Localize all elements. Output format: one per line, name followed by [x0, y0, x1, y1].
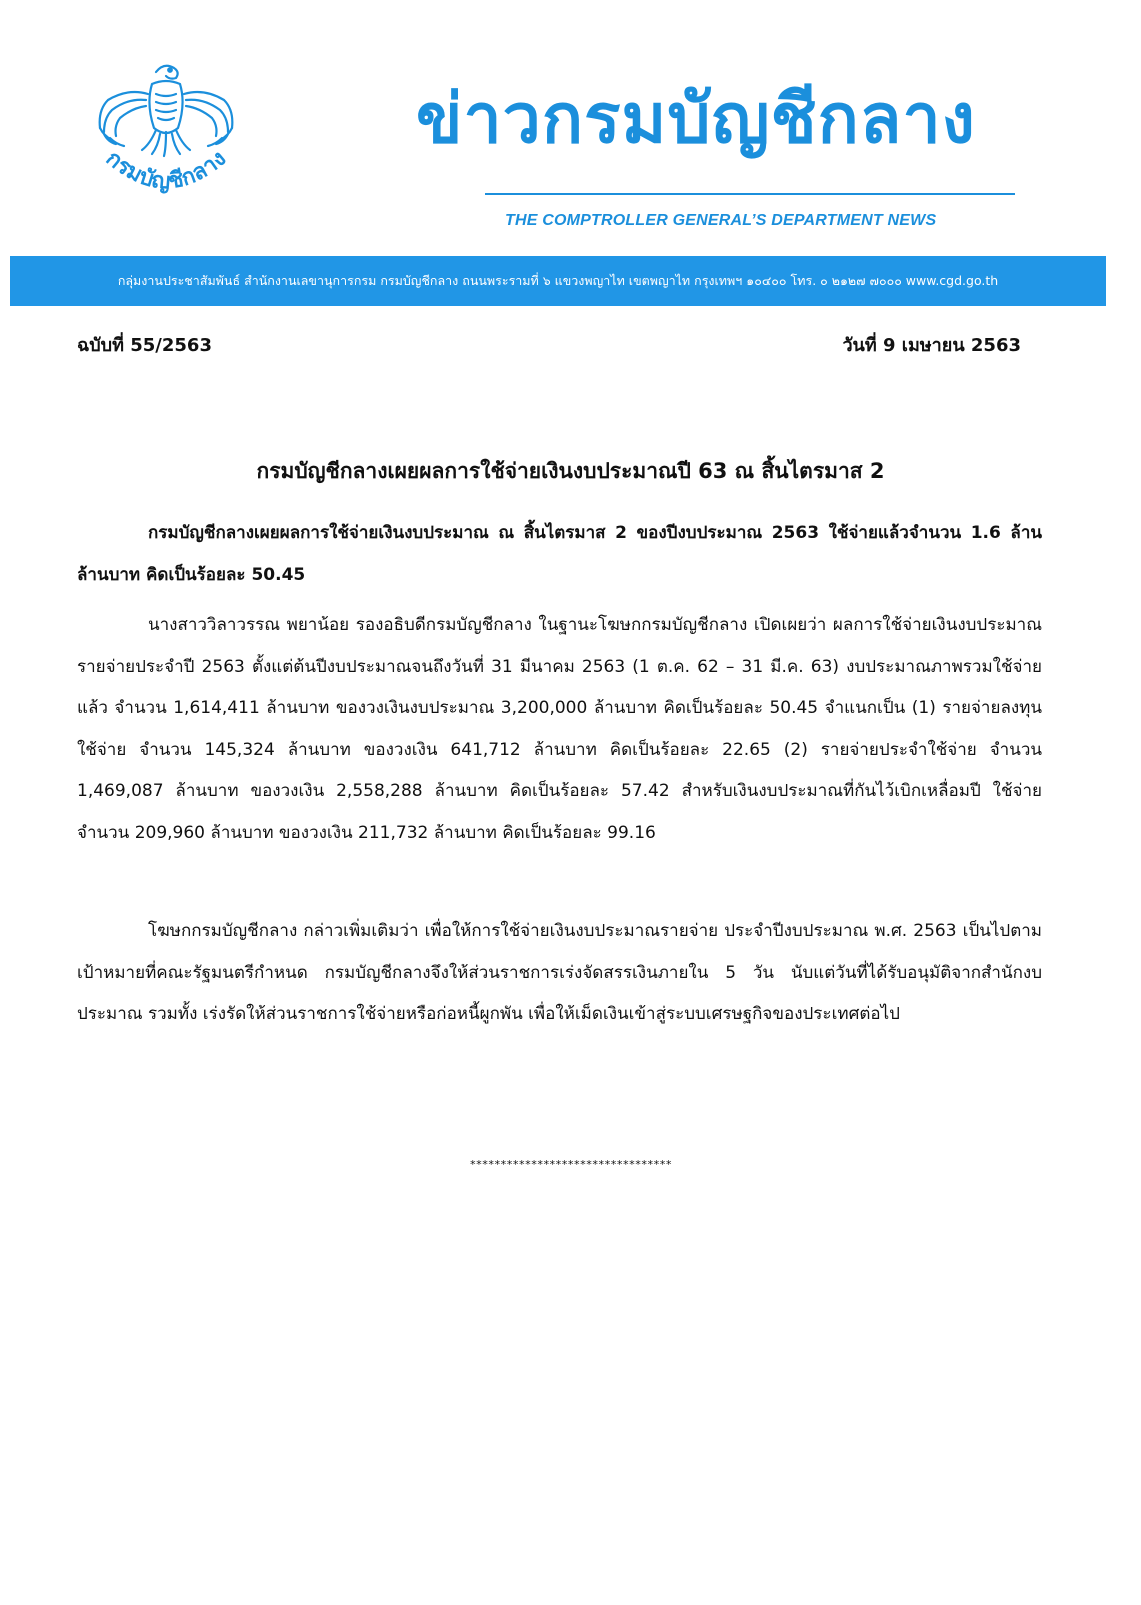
svg-text:กรมบัญชีกลาง — [101, 146, 231, 195]
contact-bar — [10, 256, 1106, 306]
article-paragraph-2: โฆษกกรมบัญชีกลาง กล่าวเพิ่มเติมว่า เพื่อให้การใช้จ่ายเงินงบประมาณรายจ่าย ประจำปีงบประมาณ พ.ศ. 2563 เป็นไปตามเป้าหมายที่คณะรัฐมนตรีกำหนด กรมบัญชีกลางจึงให้ส่วนราชการเร่งจัดสรรเงินภายใน 5 วัน นับแต่วันที่ได้รับอนุมัติจากสำนักงบประมาณ รวมทั้ง เร่งรัดให้ส่วนราชการใช้จ่ายหรือก่อหนี้ผูกพัน เพื่อให้เม็ดเงินเข้าสู่ระบบเศรษฐกิจของประเทศต่อไป — [77, 921, 1042, 1024]
article-paragraph-1: นางสาววิลาวรรณ พยาน้อย รองอธิบดีกรมบัญชีกลาง ในฐานะโฆษกกรมบัญชีกลาง เปิดเผยว่า ผลการใช้จ่ายเงินงบประมาณรายจ่ายประจำปี 2563 ตั้งแต่ต้นปีงบประมาณจนถึงวันที่ 31 มีนาคม 2563 (1 ต.ค. 62 – 31 มี.ค. 63) งบประมาณภาพรวมใช้จ่ายแล้ว จำนวน 1,614,411 ล้านบาท ของวงเงินงบประมาณ 3,200,000 ล้านบาท คิดเป็นร้อยละ 50.45 จำแนกเป็น (1) รายจ่ายลงทุนใช้จ่าย จำนวน 145,324 ล้านบาท ของวงเงิน 641,712 ล้านบาท คิดเป็นร้อยละ 22.65 (2) รายจ่ายประจำใช้จ่าย จำนวน 1,469,087 ล้านบาท ของวงเงิน 2,558,288 ล้านบาท คิดเป็นร้อยละ 57.42 สำหรับเงินงบประมาณที่กันไว้เบิกเหลื่อมปี ใช้จ่าย จำนวน 209,960 ล้านบาท ของวงเงิน 211,732 ล้านบาท คิดเป็นร้อยละ 99.16 — [77, 615, 1042, 843]
contact-text: กลุ่มงานประชาสัมพันธ์ สำนักงานเลขานุการกรม กรมบัญชีกลาง ถนนพระรามที่ ๖ แขวงพญาไท เขตพญาไท กรุงเทพฯ ๑๐๔๐๐ โทร. ๐ ๒๑๒๗ ๗๐๐๐ www.cgd.go.th — [117, 273, 999, 288]
issue-date: วันที่ 9 เมษายน 2563 — [842, 335, 1021, 356]
masthead-subtitle: THE COMPTROLLER GENERAL’S DEPARTMENT NEWS — [505, 212, 937, 229]
department-logo — [86, 54, 246, 214]
masthead-title: ข่าวกรมบัญชีกลาง — [416, 80, 976, 159]
logo-text: กรมบัญชีกลาง — [100, 145, 232, 195]
article-headline: กรมบัญชีกลางเผยผลการใช้จ่ายเงินงบประมาณปี 63 ณ สิ้นไตรมาส 2 — [256, 459, 885, 483]
article-lead: กรมบัญชีกลางเผยผลการใช้จ่ายเงินงบประมาณ ณ สิ้นไตรมาส 2 ของปีงบประมาณ 2563 ใช้จ่ายแล้วจำนวน 1.6 ล้านล้านบาท คิดเป็นร้อยละ 50.45 — [77, 523, 1042, 585]
end-mark: ********************************* — [469, 1158, 672, 1171]
masthead-divider — [485, 193, 1015, 195]
issue-number: ฉบับที่ 55/2563 — [77, 335, 212, 356]
